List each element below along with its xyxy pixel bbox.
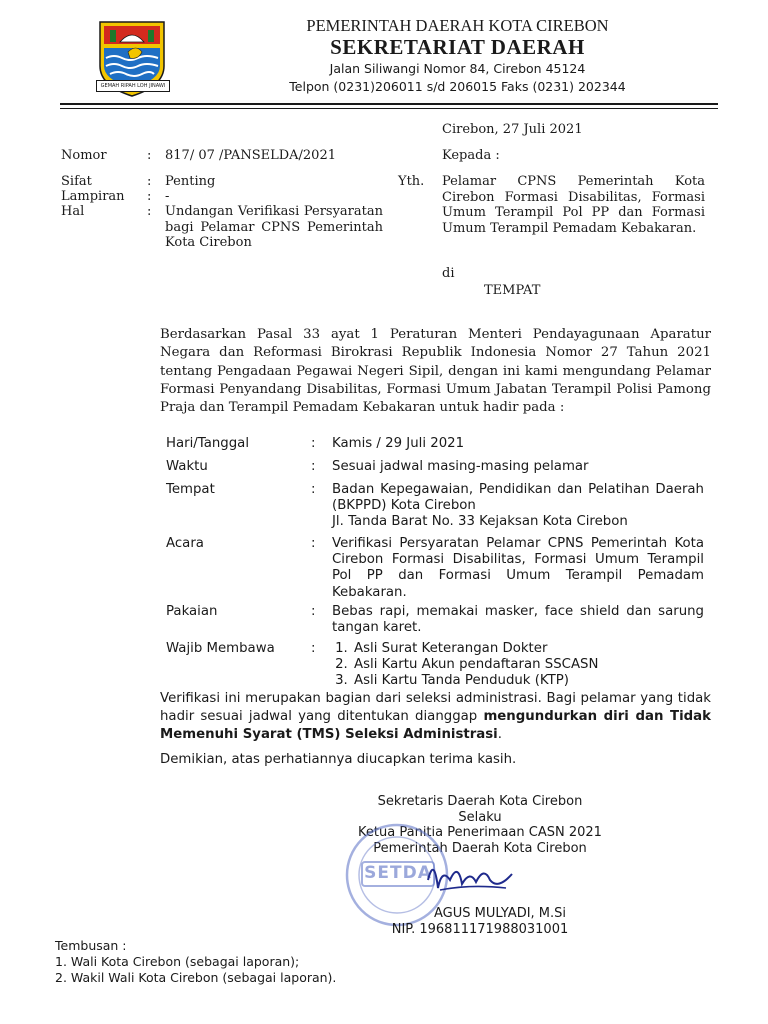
place-date: Cirebon, 27 Juli 2021 — [442, 122, 583, 137]
tempat-sched-line2: Jl. Tanda Barat No. 33 Kejaksan Kota Cirebon — [332, 514, 628, 529]
pakaian-value: Bebas rapi, memakai masker, face shield dan sarung tangan karet. — [332, 604, 704, 636]
sifat-label: Sifat — [61, 174, 92, 189]
colon: : — [311, 641, 316, 656]
office-address: Jalan Siliwangi Nomor 84, Cirebon 45124 — [329, 61, 586, 76]
emblem-motto-ribbon: GEMAH RIPAH LOH JINAWI — [96, 80, 170, 92]
nomor-value: 817/ 07 /PANSELDA/2021 — [165, 148, 336, 163]
city-emblem — [92, 14, 172, 98]
wajib-label: Wajib Membawa — [166, 641, 275, 656]
acara-label: Acara — [166, 536, 204, 551]
hari-value: Kamis / 29 Juli 2021 — [332, 436, 465, 451]
closing-text: Verifikasi ini merupakan bagian dari seleksi administrasi. Bagi pelamar yang tidak hadir sesuai jadwal yang ditentukan dianggap — [160, 691, 711, 724]
signatory-name: AGUS MULYADI, M.Si — [433, 906, 567, 921]
government-name: PEMERINTAH DAERAH KOTA CIREBON — [306, 16, 609, 35]
acara-value: Verifikasi Persyaratan Pelamar CPNS Pemerintah Kota Cirebon Formasi Disabilitas, Formasi Umum Terampil Pol PP dan Formasi Umum Terampil Pemadam Kebakaran. — [332, 536, 704, 600]
tempat-label: TEMPAT — [484, 283, 541, 298]
list-item: 2. Asli Kartu Akun pendaftaran SSCASN — [352, 657, 598, 673]
hari-label: Hari/Tanggal — [166, 436, 250, 451]
nomor-label: Nomor — [61, 148, 107, 163]
signatory-line1: Sekretaris Daerah Kota Cirebon — [377, 794, 583, 809]
kepada-label: Kepada : — [442, 148, 500, 163]
closing-bold-text: mengundurkan diri dan Tidak Memenuhi Syarat (TMS) Seleksi Administrasi — [160, 709, 711, 742]
yth-label: Yth. — [398, 174, 425, 189]
thanks-text: Demikian, atas perhatiannya diucapkan terima kasih. — [160, 752, 517, 767]
colon: : — [311, 482, 316, 497]
stamp-text: SETDA — [364, 863, 432, 883]
colon: : — [147, 189, 152, 204]
lampiran-value: - — [165, 189, 170, 204]
closing-period: . — [497, 727, 502, 742]
lampiran-label: Lampiran — [61, 189, 125, 204]
signatory-line2: Selaku — [458, 809, 502, 825]
colon: : — [147, 174, 152, 189]
waktu-value: Sesuai jadwal masing-masing pelamar — [332, 459, 589, 474]
sifat-value: Penting — [165, 174, 216, 189]
tempat-sched-line1: Badan Kepegawaian, Pendidikan dan Pelatihan Daerah (BKPPD) Kota Cirebon — [332, 482, 704, 514]
header-rule-thin — [60, 108, 718, 109]
signatory-line3: Ketua Panitia Penerimaan CASN 2021 — [358, 825, 602, 840]
office-name: SEKRETARIAT DAERAH — [330, 35, 585, 59]
colon: : — [311, 536, 316, 551]
colon: : — [311, 459, 316, 474]
di-label: di — [442, 266, 455, 281]
tempat-sched-label: Tempat — [166, 482, 215, 497]
tembusan-item: 1. Wali Kota Cirebon (sebagai laporan); — [55, 954, 300, 969]
colon: : — [147, 204, 152, 219]
handwritten-signature — [420, 850, 520, 900]
colon: : — [311, 604, 316, 619]
colon: : — [147, 148, 152, 163]
header-rule-thick — [60, 103, 718, 105]
tembusan-title: Tembusan : — [55, 938, 127, 953]
recipient: Pelamar CPNS Pemerintah Kota Cirebon Formasi Disabilitas, Formasi Umum Terampil Pol PP dan Formasi Umum Terampil Pemadam Kebakaran. — [442, 174, 705, 236]
tembusan-item: 2. Wakil Wali Kota Cirebon (sebagai laporan). — [55, 970, 337, 985]
list-item: 3. Asli Kartu Tanda Penduduk (KTP) — [352, 673, 598, 689]
hal-label: Hal — [61, 204, 85, 219]
office-phone: Telpon (0231)206011 s/d 206015 Faks (0231) 202344 — [289, 79, 626, 94]
wajib-list — [332, 641, 598, 690]
closing-paragraph — [160, 690, 711, 744]
waktu-label: Waktu — [166, 459, 208, 474]
intro-paragraph: Berdasarkan Pasal 33 ayat 1 Peraturan Menteri Pendayagunaan Aparatur Negara dan Reformasi Birokrasi Republik Indonesia Nomor 27 Tahun 2021 tentang Pengadaan Pegawai Negeri Sipil, dengan ini kami mengundang Pelamar Formasi Penyandang Disabilitas, Formasi Umum Jabatan Terampil Polisi Pamong Praja dan Terampil Pemadam Kebakaran untuk hadir pada : — [160, 327, 711, 416]
pakaian-label: Pakaian — [166, 604, 218, 619]
hal-value: Undangan Verifikasi Persyaratan bagi Pelamar CPNS Pemerintah Kota Cirebon — [165, 204, 383, 250]
list-item: 1. Asli Surat Keterangan Dokter — [352, 641, 598, 657]
signatory-nip: NIP. 196811171988031001 — [391, 922, 569, 937]
signatory-line4: Pemerintah Daerah Kota Cirebon — [373, 840, 587, 856]
colon: : — [311, 436, 316, 451]
